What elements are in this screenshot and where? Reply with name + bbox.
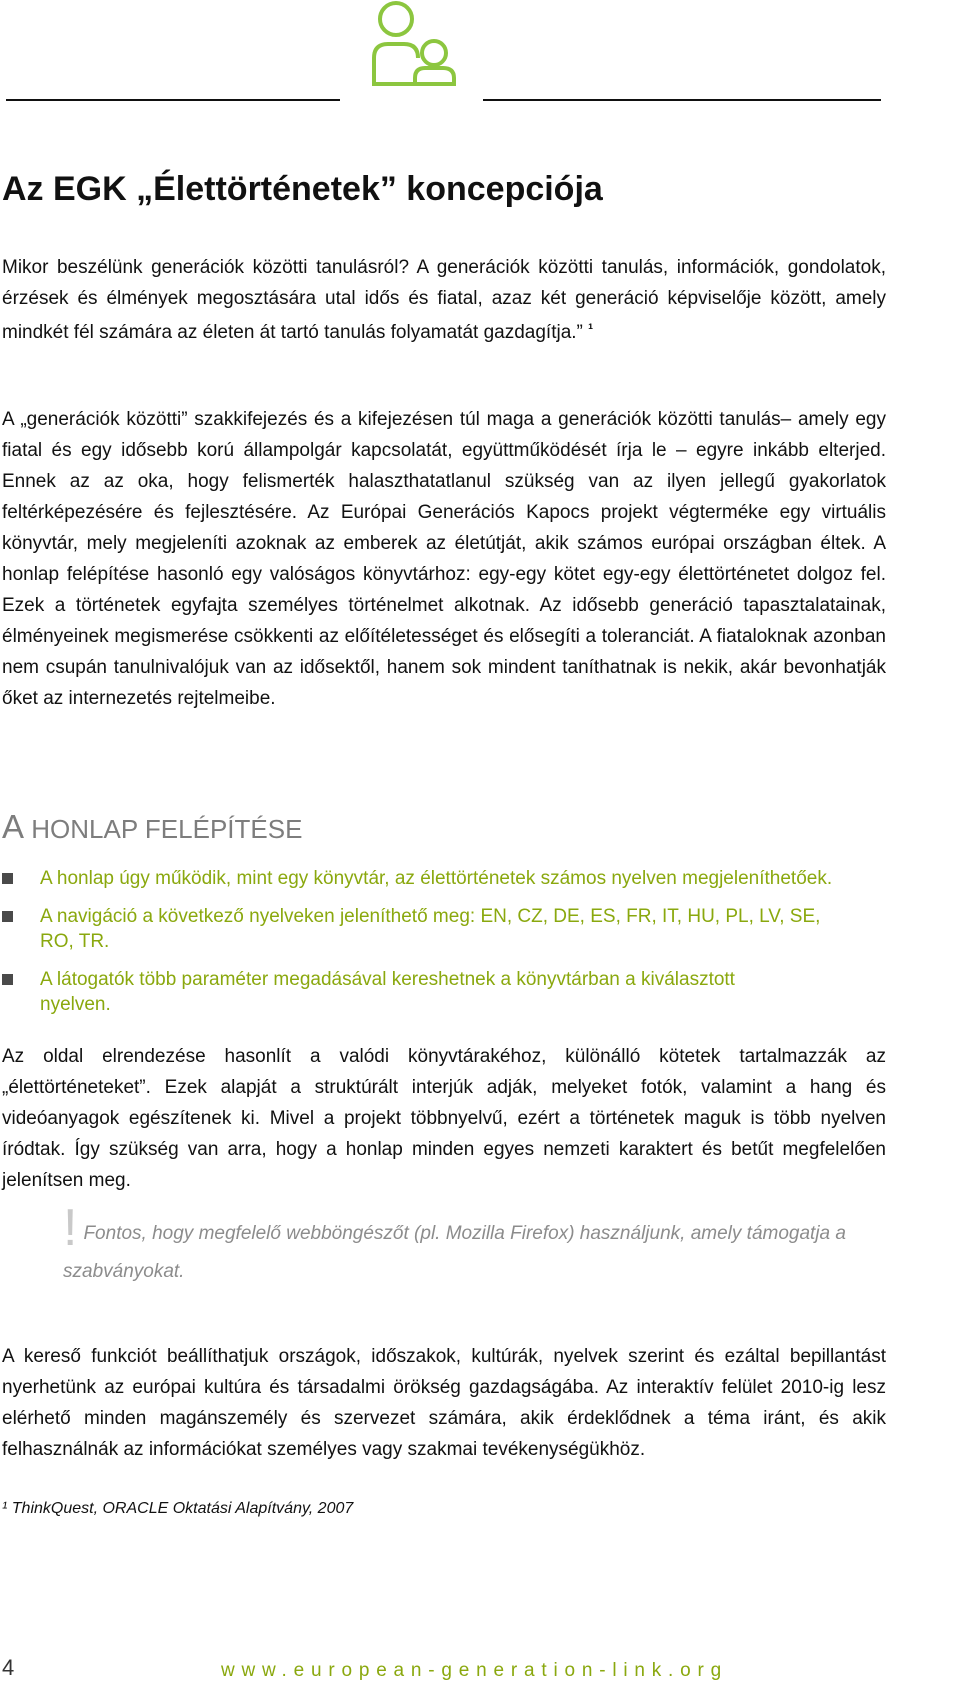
list-item [0, 866, 940, 891]
people-logo-icon [367, 0, 461, 90]
page-number: 4 [2, 1655, 15, 1680]
intro-text: Mikor beszélünk generációk közötti tanulásról? A generációk közötti tanulás, információk, gondolatok, érzések és élmények megosztására utal idős és fiatal, azaz két generáció képviselője között, amely mindkét fél számára az életen át tartó tanulás folyamatát gazdagítja.” [2, 257, 886, 343]
footnote: ¹ ThinkQuest, ORACLE Oktatási Alapítvány, 2007 [2, 1500, 354, 1517]
footer-url-link[interactable]: www.european-generation-link.org [221, 1660, 728, 1681]
paragraph-search: A kereső funkciót beállíthatjuk országok, időszakok, kultúrák, nyelvek szerint és ezáltal bepillantást nyerhetünk az európai kultúra és társadalmi örökség gazdagságába. Az interaktív felület 2010-ig lesz elérhető minden magánszemély és szervezet számára, akik érdeklődnek a téma iránt, és akik felhasználnák az információkat személyes vagy szakmai tevékenységükhöz. [2, 1346, 886, 1460]
note-text: Fontos, hogy megfelelő webböngészőt (pl. Mozilla Firefox) használjunk, amely támogatja a szabványokat. [63, 1223, 846, 1282]
list-item-text: A látogatók több paraméter megadásával kereshetnek a könyvtárban a kiválasztott nyelven. [40, 969, 735, 1015]
section-heading-rest: HONLAP FELÉPÍTÉSE [24, 814, 303, 844]
section-heading-initial: A [2, 808, 25, 845]
list-item [0, 967, 940, 1017]
paragraph-generations: A „generációk közötti” szakkifejezés és a kifejezésen túl maga a generációk közötti tanulás– amely egy fiatal és egy idősebb korú állampolgár kapcsolatát, együttműködését írja le – egyre inkább elterjed. Ennek az az oka, hogy felismerték halaszthatatlanul szükség van az ilyen jellegű gyakorlatok feltérképezésére és fejlesztésére. Az Európai Generációs Kapocs projekt végterméke egy virtuális könyvtár, mely megjeleníti azoknak az emberek az életútját, akik számos európai országban éltek. A honlap felépítése hasonló egy valóságos könyvtárhoz: egy-egy kötet egy-egy élettörténetet dolgoz fel. Ezek a történetek egyfajta személyes történelmet alkotnak. Az idősebb generáció tapasztalatainak, élményeinek megismerése csökkenti az előítéletességet és elősegíti a toleranciát. A fiataloknak azonban nem csupán tanulnivalójuk van az idősektől, hanem sok mindent taníthatnak is nekik, akár bevonhatják őket az internezetés rejtelmeibe. [2, 409, 886, 709]
exclamation-icon: ! [63, 1199, 78, 1257]
square-bullet-icon [2, 974, 13, 985]
intro-paragraph [2, 252, 886, 348]
note-callout [63, 1199, 863, 1291]
section-heading [2, 808, 302, 846]
list-item-text: A honlap úgy működik, mint egy könyvtár, az élettörténetek számos nyelven megjeleníthetőek. [40, 868, 833, 889]
list-item [0, 904, 940, 954]
feature-list [0, 866, 940, 1030]
paragraph-layout: Az oldal elrendezése hasonlít a valódi könyvtárakéhoz, különálló kötetek tartalmazzák az „élettörténeteket”. Ezek alapját a struktúrált interjúk adják, melyeket fotók, valamint a hang és videóanyagok egészítenek ki. Mivel a projekt többnyelvű, ezért a történetek maguk is több nyelven íródtak. Így szükség van arra, hogy a honlap minden egyes nemzeti karaktert és betűt megfelelően jelenítsen meg. [2, 1046, 886, 1191]
header-rule-left [6, 99, 340, 101]
list-item-text: A navigáció a következő nyelveken jeleníthető meg: EN, CZ, DE, ES, FR, IT, HU, PL, LV, SE, RO, TR. [40, 906, 821, 952]
footnote-reference: ¹ [588, 321, 594, 338]
square-bullet-icon [2, 873, 13, 884]
page-title: Az EGK „Élettörténetek” koncepciója [2, 170, 603, 208]
header-rule-right [483, 99, 881, 101]
square-bullet-icon [2, 911, 13, 922]
